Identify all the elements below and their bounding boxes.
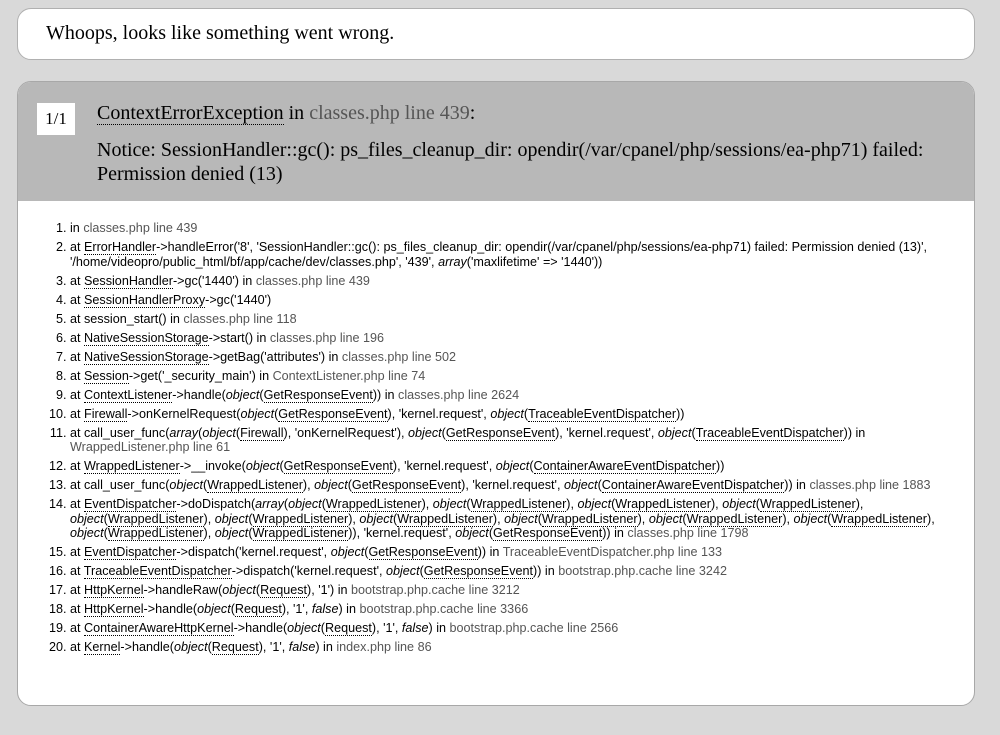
stack-trace-item: 10. at Firewall->onKernelRequest(object(GetResponseEvent), 'kernel.request', object(TraceableEventDispatcher)) xyxy=(70,407,960,422)
in-word: in xyxy=(283,102,310,124)
stack-trace-item: 6. at NativeSessionStorage->start() in classes.php line 196 xyxy=(70,331,960,346)
stack-trace-item: 13. at call_user_func(object(WrappedListener), object(GetResponseEvent), 'kernel.request', object(ContainerAwareEventDispatcher)) in classes.php line 1883 xyxy=(70,478,960,493)
stack-trace-item: 18. at HttpKernel->handle(object(Request), '1', false) in bootstrap.php.cache line 3366 xyxy=(70,602,960,617)
stack-trace-item: 12. at WrappedListener->__invoke(object(GetResponseEvent), 'kernel.request', object(ContainerAwareEventDispatcher)) xyxy=(70,459,960,474)
exception-block xyxy=(17,81,975,706)
stack-trace-item: 15. at EventDispatcher->dispatch('kernel.request', object(GetResponseEvent)) in TraceableEventDispatcher.php line 133 xyxy=(70,545,960,560)
stack-trace-item: 14. at EventDispatcher->doDispatch(array(object(WrappedListener), object(WrappedListener), object(WrappedListener), object(WrappedListener), object(WrappedListener), object(WrappedListener), object(WrappedListener), object(WrappedListener), object(WrappedListener), object(WrappedListener), object(WrappedListener), object(WrappedListener)), 'kernel.request', object(GetResponseEvent)) in classes.php line 1798 xyxy=(70,497,960,541)
stack-trace-item: 5. at session_start() in classes.php line 118 xyxy=(70,312,960,327)
stack-trace-item: 7. at NativeSessionStorage->getBag('attributes') in classes.php line 502 xyxy=(70,350,960,365)
stack-trace-item: 4. at SessionHandlerProxy->gc('1440') xyxy=(70,293,960,308)
stack-trace-item: 9. at ContextListener->handle(object(GetResponseEvent)) in classes.php line 2624 xyxy=(70,388,960,403)
stack-trace-item: 1. in classes.php line 439 xyxy=(70,221,960,236)
stack-trace-item: 17. at HttpKernel->handleRaw(object(Request), '1') in bootstrap.php.cache line 3212 xyxy=(70,583,960,598)
exception-message: Notice: SessionHandler::gc(): ps_files_cleanup_dir: opendir(/var/cpanel/php/sessions/ea-php71) failed: Permission denied (13) xyxy=(97,139,924,185)
stack-trace-item: 19. at ContainerAwareHttpKernel->handle(object(Request), '1', false) in bootstrap.php.cache line 2566 xyxy=(70,621,960,636)
exception-class: ContextErrorException xyxy=(97,102,284,124)
exception-title xyxy=(97,102,475,125)
stack-trace-item: 3. at SessionHandler->gc('1440') in classes.php line 439 xyxy=(70,274,960,289)
exception-file: classes.php line 439 xyxy=(309,102,470,124)
header-box xyxy=(17,8,975,60)
exception-header xyxy=(18,82,974,201)
stack-trace-item: 11. at call_user_func(array(object(Firewall), 'onKernelRequest'), object(GetResponseEvent), 'kernel.request', object(TraceableEventDispatcher)) in WrappedListener.php line 61 xyxy=(70,426,960,455)
stack-trace-list xyxy=(18,221,960,659)
page-headline: Whoops, looks like something went wrong. xyxy=(46,22,395,44)
title-colon: : xyxy=(469,102,476,124)
stack-trace-item: 8. at Session->get('_security_main') in ContextListener.php line 74 xyxy=(70,369,960,384)
stack-trace-item: 20. at Kernel->handle(object(Request), '1', false) in index.php line 86 xyxy=(70,640,960,655)
exception-counter: 1/1 xyxy=(37,103,75,135)
stack-trace-item: 16. at TraceableEventDispatcher->dispatch('kernel.request', object(GetResponseEvent)) in bootstrap.php.cache line 3242 xyxy=(70,564,960,579)
stack-trace-item: 2. at ErrorHandler->handleError('8', 'SessionHandler::gc(): ps_files_cleanup_dir: opendir(/var/cpanel/php/sessions/ea-php71) failed: Permission denied (13)', '/home/videopro/public_html/bf/app/cache/dev/classes.php', '439', array('maxlifetime' => '1440')) xyxy=(70,240,960,269)
